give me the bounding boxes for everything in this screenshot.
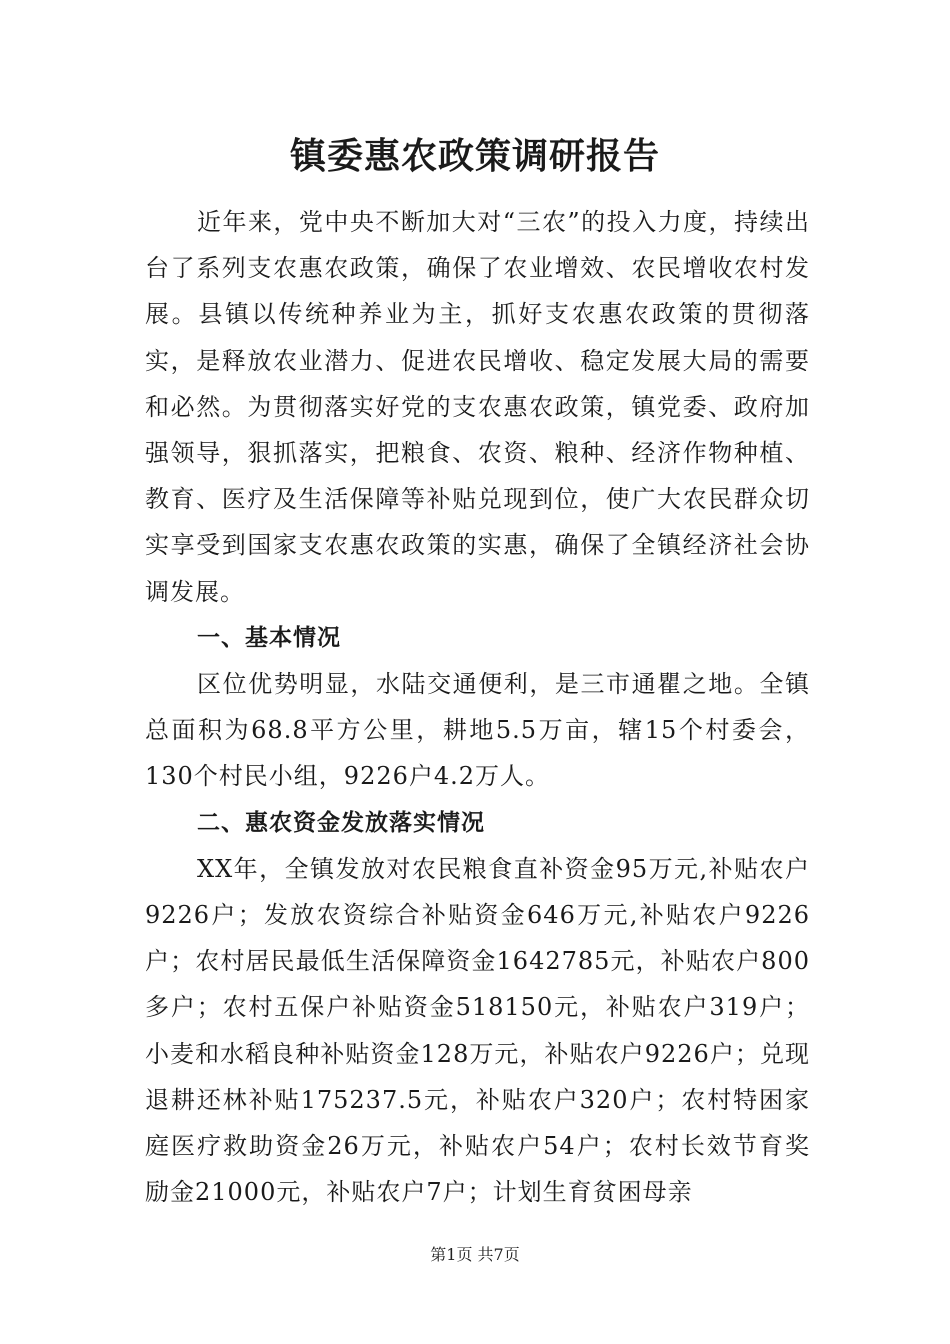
section-heading-basic-situation: 一、基本情况 xyxy=(197,624,341,651)
document-body xyxy=(145,199,810,1215)
document-title: 镇委惠农政策调研报告 xyxy=(289,136,660,177)
page-number-footer: 第1页 共7页 xyxy=(430,1245,520,1264)
paragraph-intro: 近年来，党中央不断加大对“三农”的投入力度，持续出台了系列支农惠农政策，确保了农业增效、农民增收农村发展。县镇以传统种养业为主，抓好支农惠农政策的贯彻落实，是释放农业潜力、促进农民增收、稳定发展大局的需要和必然。为贯彻落实好党的支农惠农政策，镇党委、政府加强领导，狠抓落实，把粮食、农资、粮种、经济作物种植、教育、医疗及生活保障等补贴兑现到位，使广大农民群众切实享受到国家支农惠农政策的实惠，确保了全镇经济社会协调发展。 xyxy=(145,208,810,606)
section-heading-funds: 二、惠农资金发放落实情况 xyxy=(197,809,485,836)
paragraph-funds: XX年，全镇发放对农民粮食直补资金95万元,补贴农户9226户；发放农资综合补贴资金646万元,补贴农户9226户；农村居民最低生活保障资金1642785元，补贴农户800多户；农村五保户补贴资金518150元，补贴农户319户；小麦和水稻良种补贴资金128万元，补贴农户9226户；兑现退耕还林补贴175237.5元，补贴农户320户；农村特困家庭医疗救助资金26万元，补贴农户54户；农村长效节育奖励金21000元，补贴农户7户；计划生育贫困母亲 xyxy=(145,854,810,1207)
paragraph-basic-situation: 区位优势明显，水陆交通便利，是三市通瞿之地。全镇总面积为68.8平方公里，耕地5.5万亩，辖15个村委会，130个村民小组，9226户4.2万人。 xyxy=(145,670,810,791)
